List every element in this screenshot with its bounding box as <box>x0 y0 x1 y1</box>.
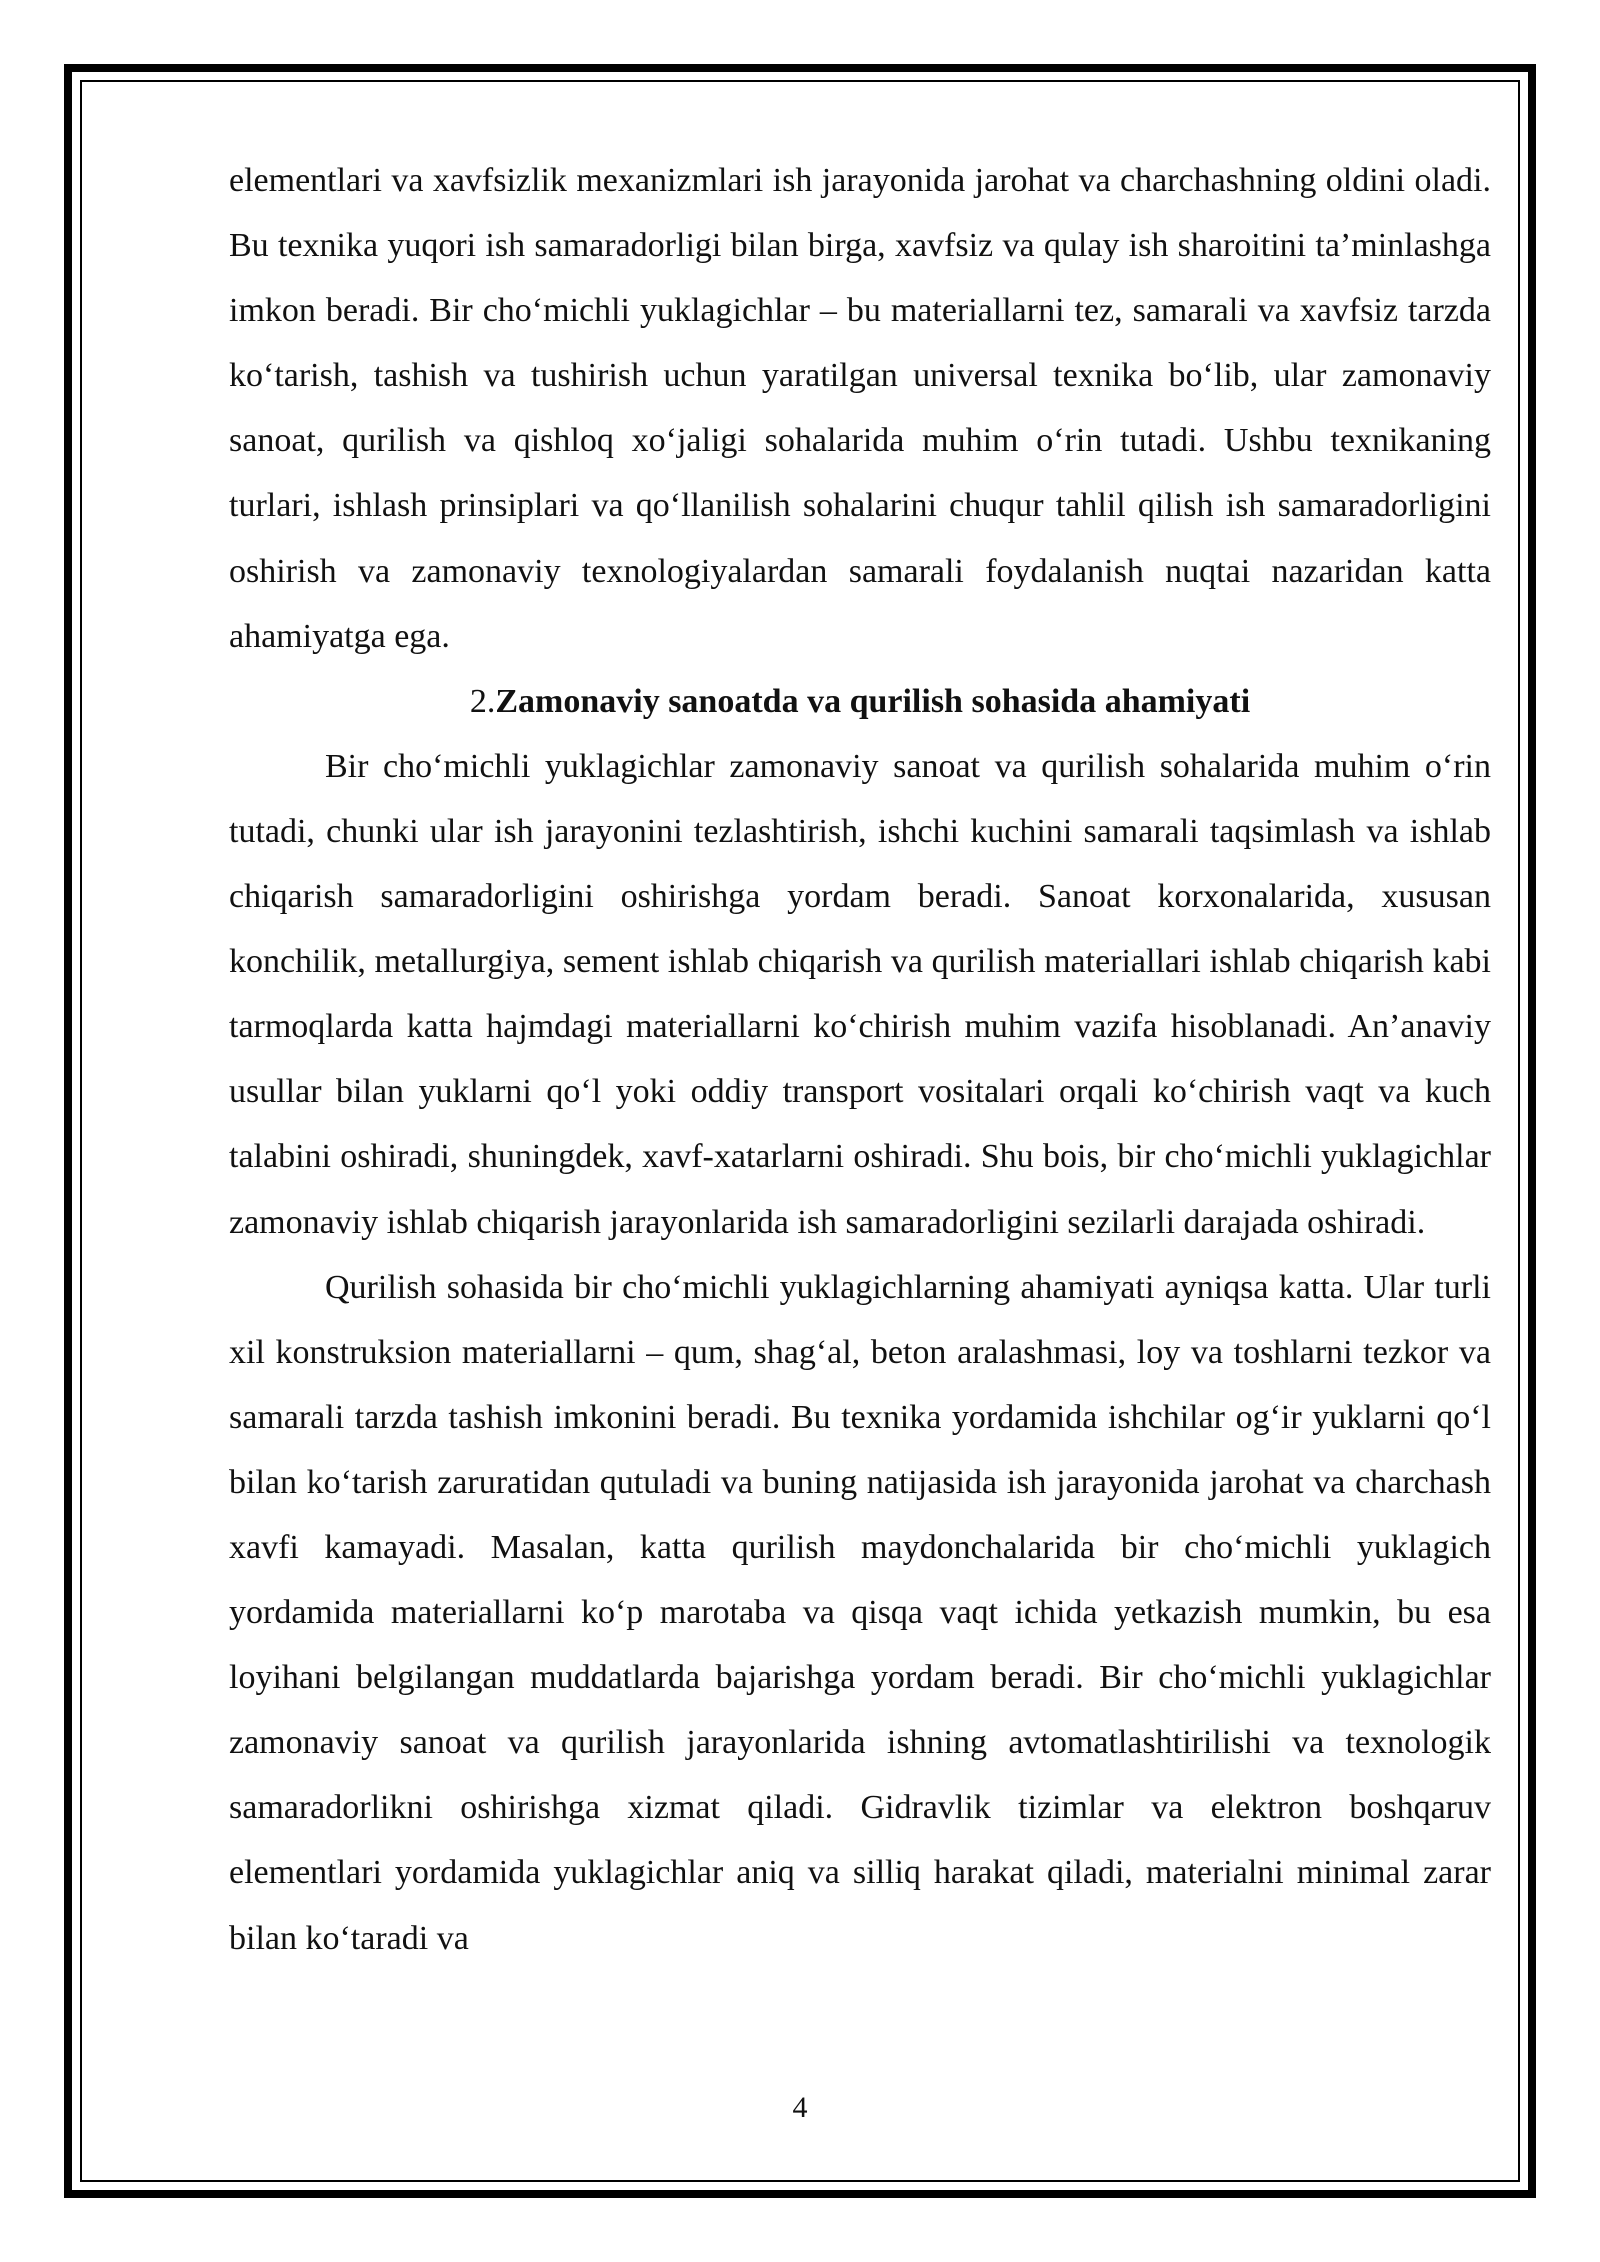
document-body <box>229 148 1491 1971</box>
section-number: 2. <box>469 682 496 720</box>
paragraph-construction: Qurilish sohasida bir cho‘michli yuklagichlarning ahamiyati ayniqsa katta. Ular turli xil konstruksion materiallarni – qum, shag‘al, beton aralashmasi, loy va toshlarni tezkor va samarali tarzda tashish imkonini beradi. Bu texnika yordamida ishchilar og‘ir yuklarni qo‘l bilan ko‘tarish zaruratidan qutuladi va buning natijasida ish jarayonida jarohat va charchash xavfi kamayadi. Masalan, katta qurilish maydonchalarida bir cho‘michli yuklagich yordamida materiallarni ko‘p marotaba va qisqa vaqt ichida yetkazish mumkin, bu esa loyihani belgilangan muddatlarda bajarishga yordam beradi. Bir cho‘michli yuklagichlar zamonaviy sanoat va qurilish jarayonlarida ishning avtomatlashtirilishi va texnologik samaradorlikni oshirishga xizmat qiladi. Gidravlik tizimlar va elektron boshqaruv elementlari yordamida yuklagichlar aniq va silliq harakat qiladi, materialni minimal zarar bilan ko‘taradi va <box>229 1268 1491 1957</box>
section-title: Zamonaviy sanoatda va qurilish sohasida ahamiyati <box>495 682 1251 720</box>
paragraph-industry: Bir cho‘michli yuklagichlar zamonaviy sanoat va qurilish sohalarida muhim o‘rin tutadi, chunki ular ish jarayonini tezlashtirish, ishchi kuchini samarali taqsimlash va ishlab chiqarish samaradorligini oshirishga yordam beradi. Sanoat korxonalarida, xususan konchilik, metallurgiya, sement ishlab chiqarish va qurilish materiallari ishlab chiqarish kabi tarmoqlarda katta hajmdagi materiallarni ko‘chirish muhim vazifa hisoblanadi. An’anaviy usullar bilan yuklarni qo‘l yoki oddiy transport vositalari orqali ko‘chirish vaqt va kuch talabini oshiradi, shuningdek, xavf-xatarlarni oshiradi. Shu bois, bir cho‘michli yuklagichlar zamonaviy ishlab chiqarish jarayonlarida ish samaradorligini sezilarli darajada oshiradi. <box>229 747 1491 1241</box>
section-heading <box>229 669 1491 734</box>
paragraph-continuation: elementlari va xavfsizlik mexanizmlari ish jarayonida jarohat va charchashning oldini oladi. Bu texnika yuqori ish samaradorligi bilan birga, xavfsiz va qulay ish sharoitini ta’minlashga imkon beradi. Bir cho‘michli yuklagichlar – bu materiallarni tez, samarali va xavfsiz tarzda ko‘tarish, tashish va tushirish uchun yaratilgan universal texnika bo‘lib, ular zamonaviy sanoat, qurilish va qishloq xo‘jaligi sohalarida muhim o‘rin tutadi. Ushbu texnikaning turlari, ishlash prinsiplari va qo‘llanilish sohalarini chuqur tahlil qilish ish samaradorligini oshirish va zamonaviy texnologiyalardan samarali foydalanish nuqtai nazaridan katta ahamiyatga ega. <box>229 162 1491 655</box>
page-number: 4 <box>792 2091 808 2124</box>
